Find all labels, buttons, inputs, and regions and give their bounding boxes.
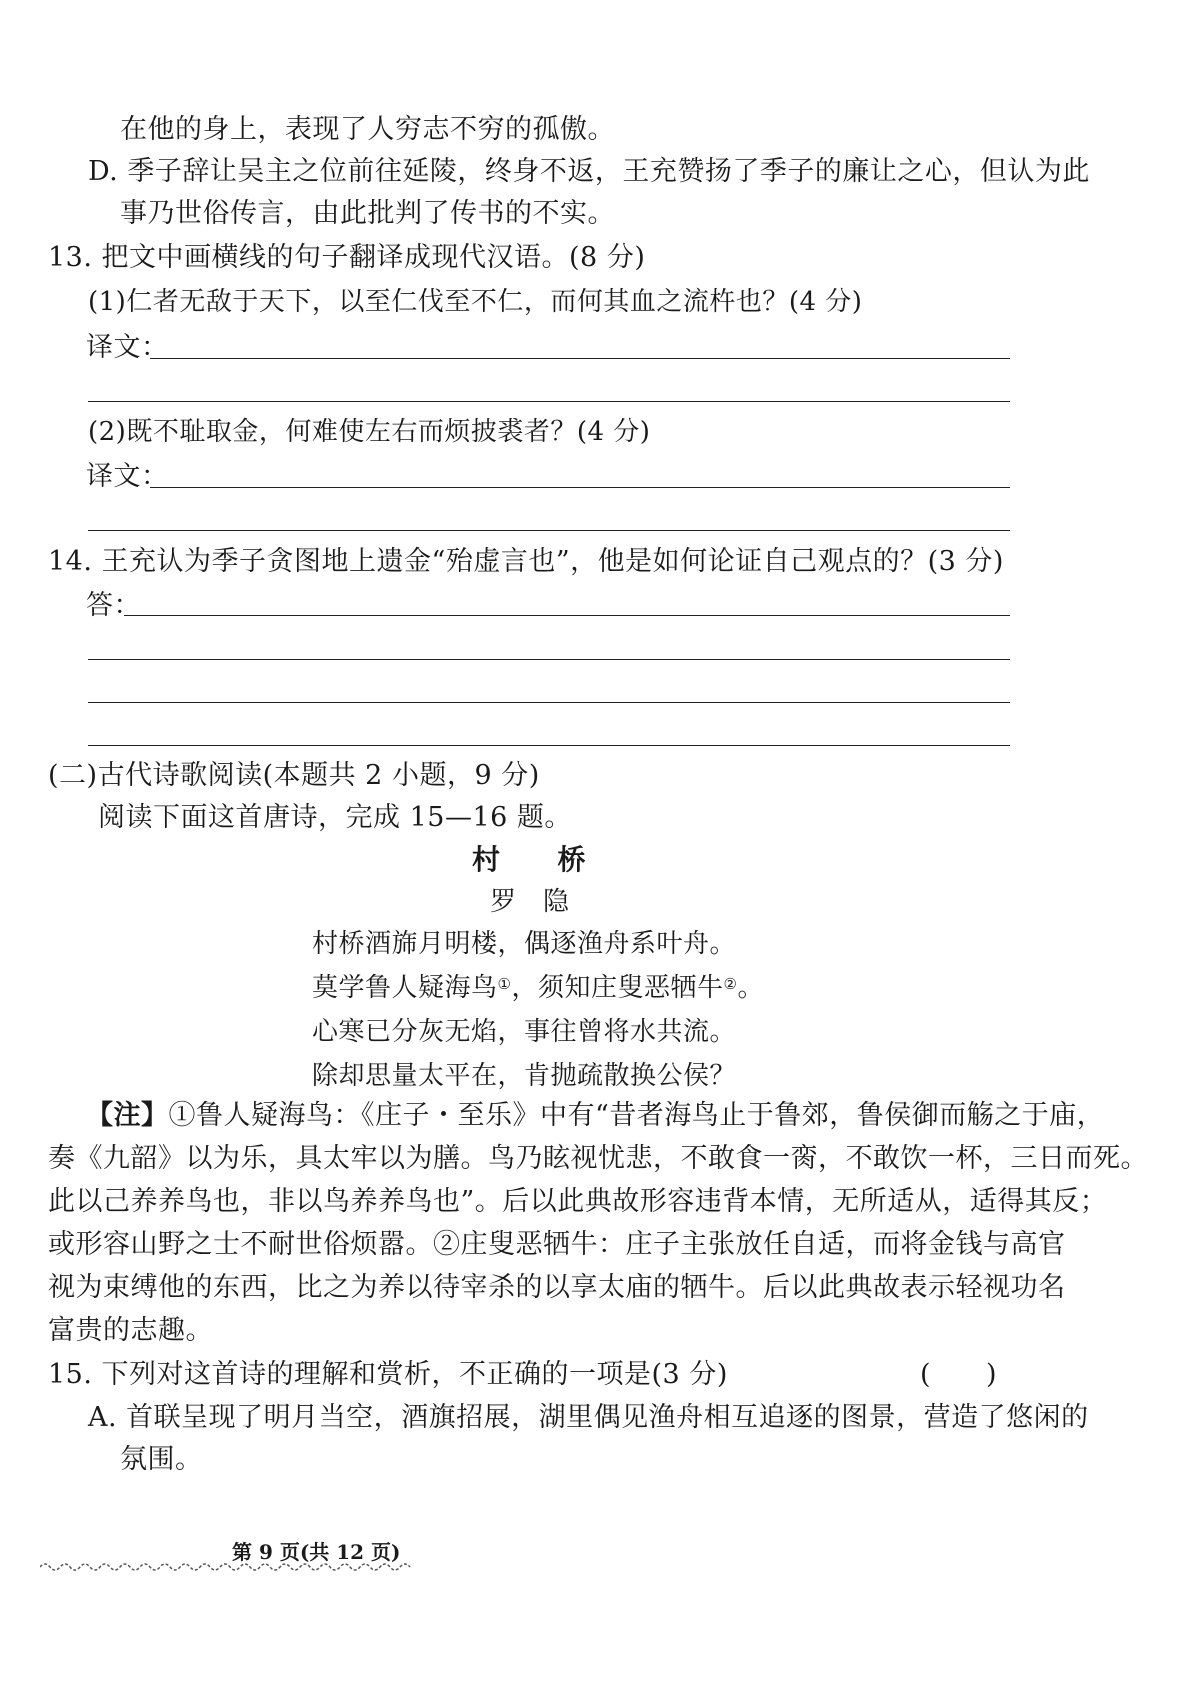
note-tag: 【注】 [86,1100,169,1131]
q13-stem: 13. 把文中画横线的句子翻译成现代汉语。(8 分) [48,242,646,273]
q12-option-d-line2: 事乃世俗传言，由此批判了传书的不实。 [120,198,615,229]
poem-line-2 [312,970,764,1006]
poem-line-3: 心寒已分灰无焰，事往曾将水共流。 [312,1017,737,1047]
section2-heading: (二)古代诗歌阅读(本题共 2 小题，9 分) [48,760,540,791]
poem-line-2c: 。 [737,973,764,1003]
note-line-5: 视为束缚他的东西，比之为养以待宰杀的以享太庙的牺牛。后以此典故表示轻视功名 [48,1272,1066,1303]
q13-sub2-answer-line-1[interactable] [150,487,1010,488]
q14-answer-line-4[interactable] [88,745,1010,746]
q13-sub2-label: 译文： [86,461,169,492]
note-line-2: 奏《九韶》以为乐，具太牢以为膳。鸟乃眩视忧悲，不敢食一脔，不敢饮一杯，三日而死。 [48,1143,1148,1174]
note-line-1 [86,1098,1104,1134]
q13-sub1-answer-line-2[interactable] [88,401,1010,402]
q15-answer-bracket[interactable]: ( ) [920,1359,998,1390]
poem-title: 村 桥 [472,843,587,876]
q14-stem: 14. 王充认为季子贪图地上遗金“殆虚言也”，他是如何论证自己观点的？(3 分) [48,546,1004,577]
q13-sub1-label: 译文： [86,332,169,363]
poem-line-2a: 莫学鲁人疑海鸟 [312,973,498,1003]
poem-line-1: 村桥酒旆月明楼，偶逐渔舟系叶舟。 [312,929,737,959]
q14-answer-line-1[interactable] [124,615,1010,616]
q14-answer-label: 答： [86,590,141,621]
note-text-1: ①鲁人疑海鸟：《庄子・至乐》中有“昔者海鸟止于鲁郊，鲁侯御而觞之于庙， [168,1100,1105,1131]
poem-line-4: 除却思量太平在，肯抛疏散换公侯？ [312,1061,737,1091]
note-line-3: 此以己养养鸟也，非以鸟养养鸟也”。后以此典故形容违背本情，无所适从，适得其反； [48,1186,1108,1217]
q13-sub1: (1)仁者无敌于天下，以至仁伐至不仁，而何其血之流杵也？(4 分) [88,287,863,317]
q15-stem: 15. 下列对这首诗的理解和赏析，不正确的一项是(3 分) [48,1359,728,1390]
q14-answer-line-3[interactable] [88,702,1010,703]
note-line-6: 富贵的志趣。 [48,1315,213,1346]
poem-author: 罗 隐 [490,887,570,917]
q13-sub2: (2)既不耻取金，何难使左右而烦披裘者？(4 分) [88,417,651,447]
note-line-4: 或形容山野之士不耐世俗烦嚣。②庄叟恶牺牛：庄子主张放任自适，而将金钱与高官 [48,1229,1066,1260]
q13-sub2-answer-line-2[interactable] [88,530,1010,531]
page-number: 第 9 页(共 12 页) [232,1540,401,1564]
section2-instruction: 阅读下面这首唐诗，完成 15—16 题。 [98,802,572,833]
q15-option-a-line2: 氛围。 [120,1444,203,1475]
q15-option-a-line1: A. 首联呈现了明月当空，酒旗招展，湖里偶见渔舟相互追逐的图景，营造了悠闲的 [88,1402,1089,1433]
poem-note-marker-1: ① [497,975,512,993]
footer-wavy-rule [40,1560,420,1574]
q12-option-c-continued: 在他的身上，表现了人穷志不穷的孤傲。 [120,114,615,145]
poem-line-2b: ，须知庄叟恶牺牛 [511,973,724,1003]
q13-sub1-answer-line-1[interactable] [150,358,1010,359]
q14-answer-line-2[interactable] [88,659,1010,660]
q12-option-d-line1: D. 季子辞让吴主之位前往延陵，终身不返，王充赞扬了季子的廉让之心，但认为此 [88,156,1090,187]
poem-note-marker-2: ② [723,975,738,993]
